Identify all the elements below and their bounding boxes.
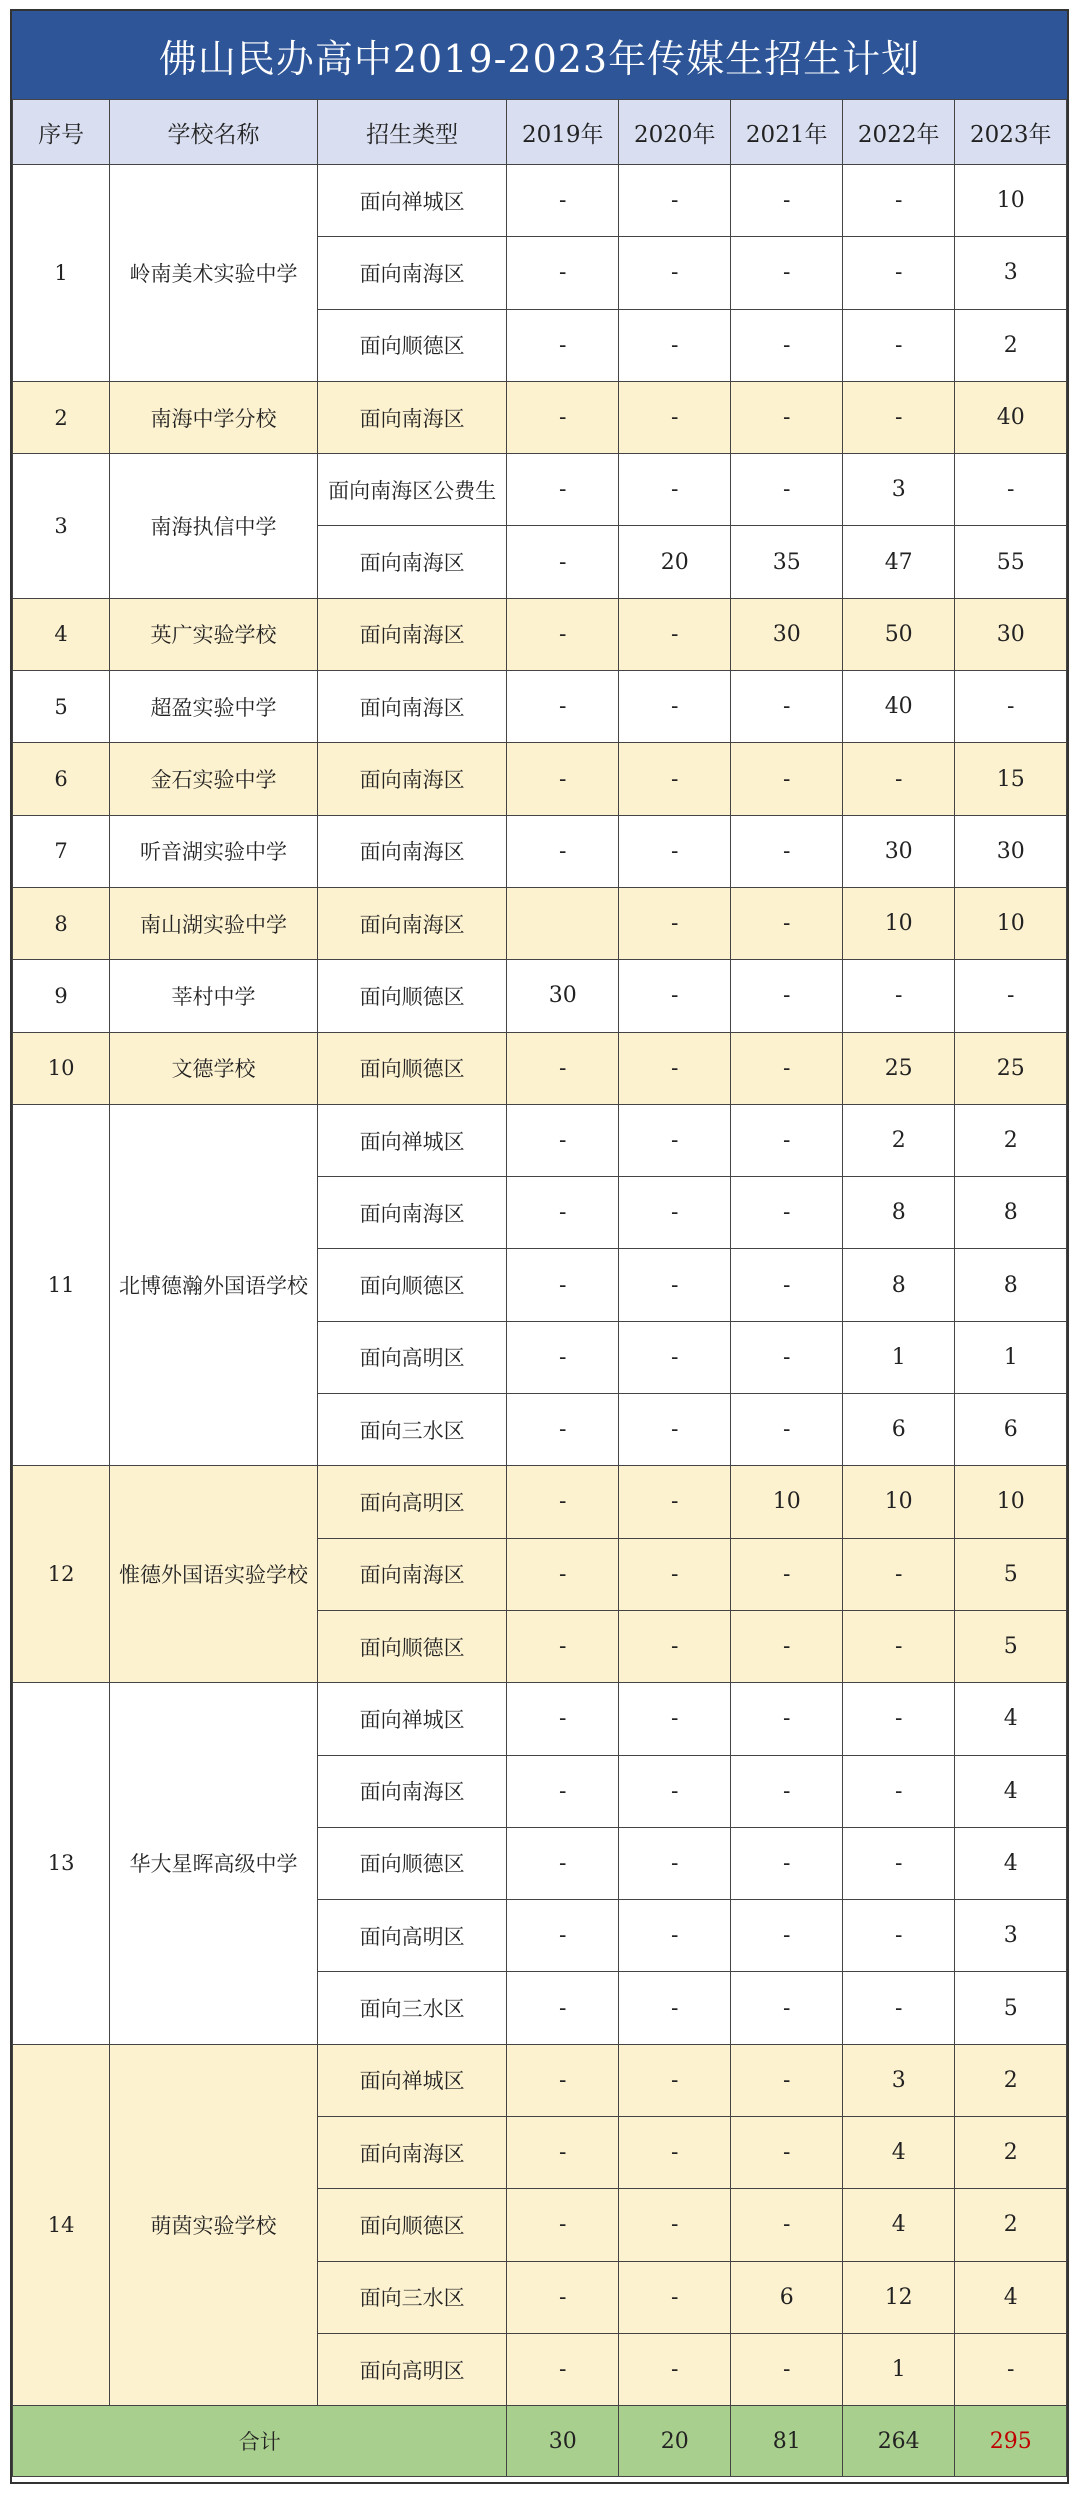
value-cell-2021: -: [731, 1104, 843, 1176]
value-cell-2021: 10: [731, 1466, 843, 1538]
school-name-cell: 萌茵实验学校: [110, 2044, 318, 2405]
value-cell-2023: 1: [955, 1321, 1067, 1393]
table-row: [13, 454, 1067, 526]
value-cell-2023: 2: [955, 2117, 1067, 2189]
value-cell-2021: -: [731, 960, 843, 1032]
value-cell-2019: -: [507, 2261, 619, 2333]
value-cell-2019: -: [507, 165, 619, 237]
school-name-cell: 听音湖实验中学: [110, 815, 318, 887]
table-row: [13, 1683, 1067, 1755]
value-cell-2019: -: [507, 454, 619, 526]
school-name-cell: 南海中学分校: [110, 381, 318, 453]
enroll-type-cell: 面向南海区: [317, 887, 507, 959]
value-cell-2022: 40: [842, 671, 954, 743]
value-cell-2021: -: [731, 2333, 843, 2405]
value-cell-2019: -: [507, 381, 619, 453]
value-cell-2019: -: [507, 1538, 619, 1610]
value-cell-2021: -: [731, 1683, 843, 1755]
enroll-type-cell: 面向南海区: [317, 671, 507, 743]
value-cell-2021: -: [731, 309, 843, 381]
value-cell-2020: -: [618, 1827, 730, 1899]
value-cell-2022: -: [842, 1972, 954, 2044]
value-cell-2023: 4: [955, 2261, 1067, 2333]
enroll-type-cell: 面向顺德区: [317, 960, 507, 1032]
table-row: [13, 2044, 1067, 2116]
value-cell-2023: 4: [955, 1755, 1067, 1827]
value-cell-2023: 2: [955, 2189, 1067, 2261]
value-cell-2022: 12: [842, 2261, 954, 2333]
value-cell-2020: -: [618, 2189, 730, 2261]
value-cell-2023: 5: [955, 1610, 1067, 1682]
value-cell-2019: -: [507, 1610, 619, 1682]
table-row: [13, 165, 1067, 237]
value-cell-2019: -: [507, 1900, 619, 1972]
value-cell-2020: -: [618, 1177, 730, 1249]
enroll-type-cell: 面向禅城区: [317, 2044, 507, 2116]
recruitment-table-sheet: [10, 9, 1069, 2484]
value-cell-2020: -: [618, 1394, 730, 1466]
value-cell-2023: 4: [955, 1827, 1067, 1899]
school-index-cell: 6: [13, 743, 110, 815]
school-index-cell: 9: [13, 960, 110, 1032]
value-cell-2023: 2: [955, 1104, 1067, 1176]
value-cell-2022: -: [842, 237, 954, 309]
value-cell-2019: -: [507, 1104, 619, 1176]
value-cell-2020: -: [618, 2261, 730, 2333]
value-cell-2021: -: [731, 1177, 843, 1249]
value-cell-2019: -: [507, 1249, 619, 1321]
header-row: [13, 100, 1067, 165]
value-cell-2023: 2: [955, 309, 1067, 381]
header-2023: 2023年: [955, 100, 1067, 165]
value-cell-2021: -: [731, 1249, 843, 1321]
header-school-name: 学校名称: [110, 100, 318, 165]
school-index-cell: 2: [13, 381, 110, 453]
table-row: [13, 743, 1067, 815]
value-cell-2020: -: [618, 1466, 730, 1538]
value-cell-2020: -: [618, 237, 730, 309]
value-cell-2023: -: [955, 960, 1067, 1032]
enroll-type-cell: 面向禅城区: [317, 165, 507, 237]
school-name-cell: 北博德瀚外国语学校: [110, 1104, 318, 1465]
value-cell-2021: -: [731, 1900, 843, 1972]
value-cell-2022: 8: [842, 1249, 954, 1321]
value-cell-2021: -: [731, 743, 843, 815]
school-name-cell: 惟德外国语实验学校: [110, 1466, 318, 1683]
enroll-type-cell: 面向禅城区: [317, 1683, 507, 1755]
header-2021: 2021年: [731, 100, 843, 165]
value-cell-2021: -: [731, 1755, 843, 1827]
value-cell-2023: 40: [955, 381, 1067, 453]
header-2019: 2019年: [507, 100, 619, 165]
value-cell-2021: -: [731, 237, 843, 309]
table-row: [13, 1032, 1067, 1104]
value-cell-2023: 25: [955, 1032, 1067, 1104]
value-cell-2021: -: [731, 381, 843, 453]
total-value-2023: 295: [955, 2406, 1067, 2477]
table-row: [13, 1466, 1067, 1538]
value-cell-2022: 4: [842, 2189, 954, 2261]
value-cell-2022: -: [842, 1683, 954, 1755]
school-index-cell: 12: [13, 1466, 110, 1683]
school-index-cell: 1: [13, 165, 110, 382]
value-cell-2020: -: [618, 1032, 730, 1104]
value-cell-2022: 3: [842, 2044, 954, 2116]
value-cell-2019: [507, 887, 619, 959]
value-cell-2020: -: [618, 1610, 730, 1682]
enroll-type-cell: 面向南海区: [317, 381, 507, 453]
value-cell-2019: -: [507, 1032, 619, 1104]
table-row: [13, 671, 1067, 743]
value-cell-2021: -: [731, 1394, 843, 1466]
value-cell-2022: 8: [842, 1177, 954, 1249]
value-cell-2020: -: [618, 2044, 730, 2116]
enroll-type-cell: 面向南海区: [317, 2117, 507, 2189]
value-cell-2023: 8: [955, 1177, 1067, 1249]
value-cell-2022: -: [842, 743, 954, 815]
value-cell-2019: -: [507, 743, 619, 815]
enroll-type-cell: 面向高明区: [317, 1900, 507, 1972]
value-cell-2023: 3: [955, 237, 1067, 309]
value-cell-2023: 4: [955, 1683, 1067, 1755]
table-row: [13, 1104, 1067, 1176]
value-cell-2020: -: [618, 1104, 730, 1176]
enroll-type-cell: 面向南海区: [317, 815, 507, 887]
value-cell-2020: -: [618, 598, 730, 670]
value-cell-2019: -: [507, 671, 619, 743]
total-value-2022: 264: [842, 2406, 954, 2477]
table-row: [13, 598, 1067, 670]
value-cell-2020: -: [618, 815, 730, 887]
value-cell-2020: -: [618, 309, 730, 381]
value-cell-2023: 15: [955, 743, 1067, 815]
value-cell-2023: -: [955, 671, 1067, 743]
total-value-2019: 30: [507, 2406, 619, 2477]
value-cell-2023: 55: [955, 526, 1067, 598]
value-cell-2020: -: [618, 960, 730, 1032]
value-cell-2023: 30: [955, 598, 1067, 670]
enroll-type-cell: 面向南海区: [317, 743, 507, 815]
enroll-type-cell: 面向三水区: [317, 1972, 507, 2044]
total-value-2020: 20: [618, 2406, 730, 2477]
value-cell-2021: -: [731, 671, 843, 743]
value-cell-2022: -: [842, 381, 954, 453]
school-index-cell: 7: [13, 815, 110, 887]
value-cell-2019: -: [507, 1972, 619, 2044]
total-value-2021: 81: [731, 2406, 843, 2477]
value-cell-2022: 25: [842, 1032, 954, 1104]
school-name-cell: 南山湖实验中学: [110, 887, 318, 959]
value-cell-2020: -: [618, 1683, 730, 1755]
value-cell-2019: -: [507, 1321, 619, 1393]
school-name-cell: 南海执信中学: [110, 454, 318, 599]
value-cell-2021: -: [731, 165, 843, 237]
value-cell-2022: -: [842, 960, 954, 1032]
school-name-cell: 金石实验中学: [110, 743, 318, 815]
value-cell-2019: -: [507, 2333, 619, 2405]
value-cell-2019: -: [507, 526, 619, 598]
value-cell-2021: -: [731, 1827, 843, 1899]
total-row: [13, 2406, 1067, 2477]
value-cell-2021: -: [731, 1321, 843, 1393]
value-cell-2022: -: [842, 1610, 954, 1682]
value-cell-2019: -: [507, 1177, 619, 1249]
value-cell-2023: 5: [955, 1538, 1067, 1610]
value-cell-2023: 30: [955, 815, 1067, 887]
enroll-type-cell: 面向南海区: [317, 237, 507, 309]
value-cell-2019: 30: [507, 960, 619, 1032]
value-cell-2020: -: [618, 1972, 730, 2044]
school-index-cell: 14: [13, 2044, 110, 2405]
enroll-type-cell: 面向南海区: [317, 1177, 507, 1249]
value-cell-2021: 35: [731, 526, 843, 598]
value-cell-2019: -: [507, 1827, 619, 1899]
enroll-type-cell: 面向顺德区: [317, 1032, 507, 1104]
value-cell-2021: -: [731, 815, 843, 887]
value-cell-2021: -: [731, 1610, 843, 1682]
value-cell-2019: -: [507, 237, 619, 309]
value-cell-2021: 6: [731, 2261, 843, 2333]
school-index-cell: 4: [13, 598, 110, 670]
value-cell-2022: -: [842, 1900, 954, 1972]
recruitment-plan-table: [12, 99, 1067, 2477]
value-cell-2019: -: [507, 598, 619, 670]
enroll-type-cell: 面向禅城区: [317, 1104, 507, 1176]
enroll-type-cell: 面向南海区: [317, 1538, 507, 1610]
enroll-type-cell: 面向南海区: [317, 1755, 507, 1827]
value-cell-2023: 8: [955, 1249, 1067, 1321]
enroll-type-cell: 面向顺德区: [317, 1827, 507, 1899]
enroll-type-cell: 面向顺德区: [317, 1249, 507, 1321]
value-cell-2019: -: [507, 309, 619, 381]
school-index-cell: 10: [13, 1032, 110, 1104]
value-cell-2023: 10: [955, 887, 1067, 959]
value-cell-2020: -: [618, 1249, 730, 1321]
value-cell-2021: -: [731, 1538, 843, 1610]
school-name-cell: 岭南美术实验中学: [110, 165, 318, 382]
header-index: 序号: [13, 100, 110, 165]
value-cell-2020: -: [618, 671, 730, 743]
enroll-type-cell: 面向顺德区: [317, 309, 507, 381]
value-cell-2022: 30: [842, 815, 954, 887]
value-cell-2021: -: [731, 887, 843, 959]
value-cell-2020: -: [618, 887, 730, 959]
value-cell-2022: -: [842, 1755, 954, 1827]
value-cell-2022: 2: [842, 1104, 954, 1176]
school-name-cell: 超盈实验中学: [110, 671, 318, 743]
table-row: [13, 960, 1067, 1032]
enroll-type-cell: 面向南海区: [317, 598, 507, 670]
school-index-cell: 8: [13, 887, 110, 959]
school-index-cell: 13: [13, 1683, 110, 2044]
value-cell-2021: -: [731, 454, 843, 526]
value-cell-2022: 1: [842, 1321, 954, 1393]
value-cell-2019: -: [507, 815, 619, 887]
enroll-type-cell: 面向顺德区: [317, 1610, 507, 1682]
value-cell-2023: -: [955, 2333, 1067, 2405]
header-enroll-type: 招生类型: [317, 100, 507, 165]
value-cell-2020: -: [618, 743, 730, 815]
value-cell-2022: -: [842, 165, 954, 237]
value-cell-2019: -: [507, 1394, 619, 1466]
school-index-cell: 5: [13, 671, 110, 743]
enroll-type-cell: 面向三水区: [317, 2261, 507, 2333]
value-cell-2019: -: [507, 1683, 619, 1755]
value-cell-2019: -: [507, 1755, 619, 1827]
value-cell-2020: -: [618, 381, 730, 453]
value-cell-2023: -: [955, 454, 1067, 526]
value-cell-2022: -: [842, 1538, 954, 1610]
value-cell-2022: 4: [842, 2117, 954, 2189]
school-index-cell: 11: [13, 1104, 110, 1465]
enroll-type-cell: 面向高明区: [317, 2333, 507, 2405]
value-cell-2020: -: [618, 454, 730, 526]
enroll-type-cell: 面向南海区公费生: [317, 454, 507, 526]
enroll-type-cell: 面向高明区: [317, 1466, 507, 1538]
value-cell-2022: 3: [842, 454, 954, 526]
school-index-cell: 3: [13, 454, 110, 599]
value-cell-2020: -: [618, 1900, 730, 1972]
value-cell-2020: -: [618, 2333, 730, 2405]
table-title: 佛山民办高中2019-2023年传媒生招生计划: [12, 11, 1067, 99]
school-name-cell: 莘村中学: [110, 960, 318, 1032]
value-cell-2022: 10: [842, 887, 954, 959]
enroll-type-cell: 面向高明区: [317, 1321, 507, 1393]
school-name-cell: 英广实验学校: [110, 598, 318, 670]
value-cell-2020: -: [618, 1321, 730, 1393]
value-cell-2020: -: [618, 1755, 730, 1827]
value-cell-2021: -: [731, 2117, 843, 2189]
value-cell-2023: 6: [955, 1394, 1067, 1466]
value-cell-2020: -: [618, 1538, 730, 1610]
value-cell-2022: 50: [842, 598, 954, 670]
enroll-type-cell: 面向南海区: [317, 526, 507, 598]
value-cell-2019: -: [507, 2189, 619, 2261]
value-cell-2021: -: [731, 1032, 843, 1104]
table-row: [13, 887, 1067, 959]
value-cell-2022: 47: [842, 526, 954, 598]
value-cell-2019: -: [507, 2044, 619, 2116]
value-cell-2022: 6: [842, 1394, 954, 1466]
value-cell-2021: -: [731, 1972, 843, 2044]
value-cell-2022: 10: [842, 1466, 954, 1538]
header-2022: 2022年: [842, 100, 954, 165]
value-cell-2020: -: [618, 2117, 730, 2189]
value-cell-2022: -: [842, 1827, 954, 1899]
value-cell-2021: -: [731, 2044, 843, 2116]
school-name-cell: 华大星晖高级中学: [110, 1683, 318, 2044]
value-cell-2022: -: [842, 309, 954, 381]
table-row: [13, 815, 1067, 887]
value-cell-2020: 20: [618, 526, 730, 598]
table-row: [13, 381, 1067, 453]
value-cell-2019: -: [507, 2117, 619, 2189]
header-2020: 2020年: [618, 100, 730, 165]
value-cell-2022: 1: [842, 2333, 954, 2405]
value-cell-2021: -: [731, 2189, 843, 2261]
value-cell-2023: 5: [955, 1972, 1067, 2044]
value-cell-2020: -: [618, 165, 730, 237]
school-name-cell: 文德学校: [110, 1032, 318, 1104]
enroll-type-cell: 面向三水区: [317, 1394, 507, 1466]
enroll-type-cell: 面向顺德区: [317, 2189, 507, 2261]
value-cell-2023: 10: [955, 1466, 1067, 1538]
value-cell-2019: -: [507, 1466, 619, 1538]
value-cell-2023: 2: [955, 2044, 1067, 2116]
value-cell-2021: 30: [731, 598, 843, 670]
value-cell-2023: 10: [955, 165, 1067, 237]
value-cell-2023: 3: [955, 1900, 1067, 1972]
total-label: 合计: [13, 2406, 507, 2477]
